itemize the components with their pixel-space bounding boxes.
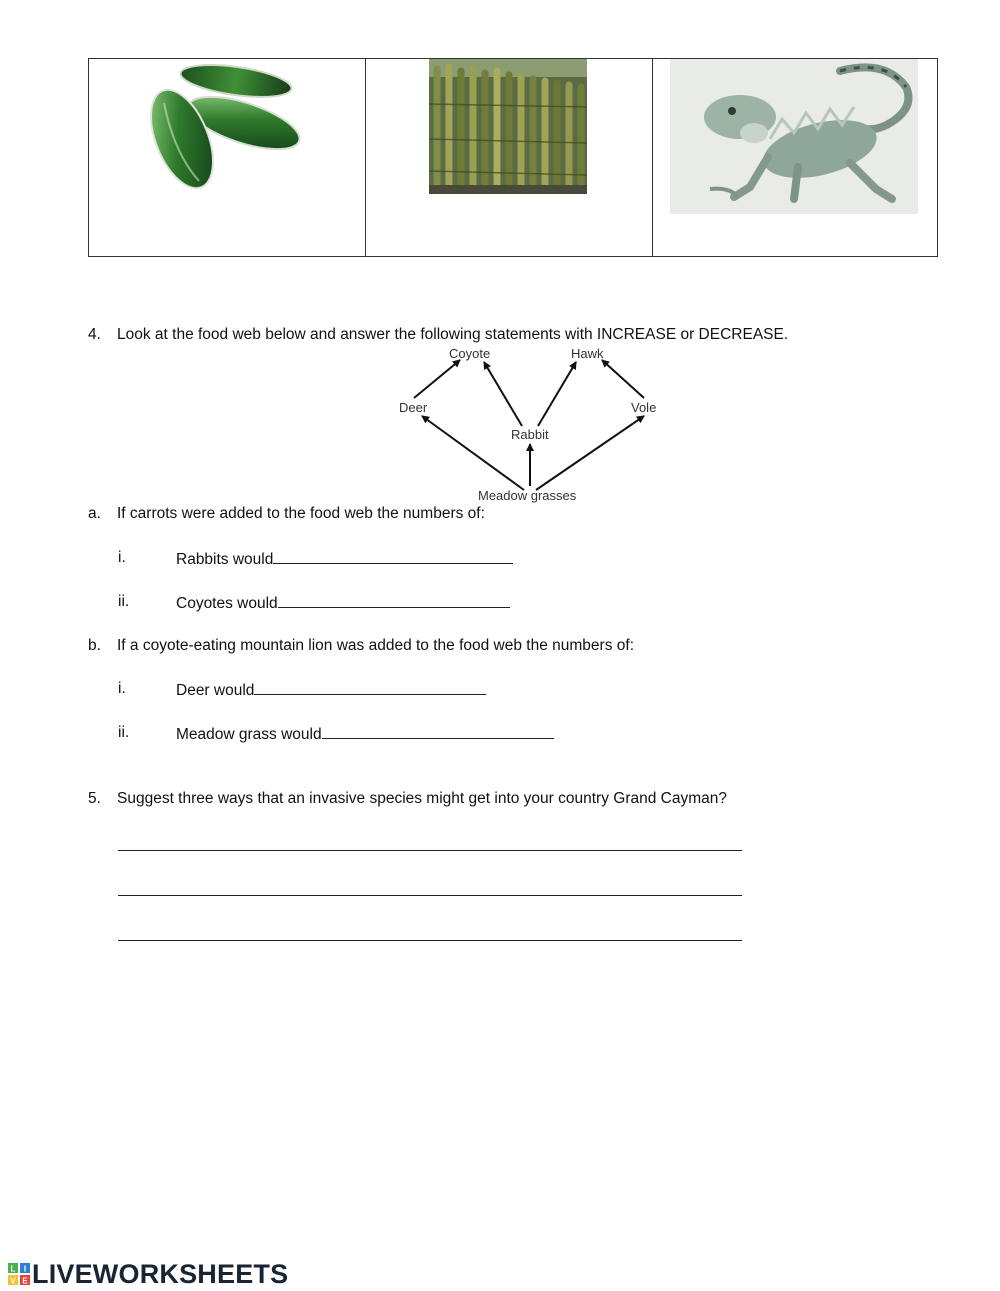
item-number: ii. <box>118 724 130 741</box>
arrow-grass-deer <box>422 416 524 490</box>
question-text: Look at the food web below and answer the following statements with INCREASE or DECREASE. <box>117 326 789 343</box>
item-text: Coyotes would <box>176 595 278 612</box>
liveworksheets-logo <box>8 1260 288 1288</box>
label-rabbit: Rabbit <box>511 427 549 442</box>
label-vole: Vole <box>631 400 657 415</box>
item-number: ii. <box>118 593 130 610</box>
item-number: i. <box>118 549 126 566</box>
image-table <box>88 58 938 257</box>
mussels-icon <box>144 63 304 193</box>
question-5 <box>88 790 727 808</box>
logo-letter-e: E <box>22 1276 28 1285</box>
logo-letter-l: L <box>10 1264 16 1274</box>
arrow-rabbit-coyote <box>484 362 522 426</box>
image-cell-mussels <box>89 59 366 256</box>
label-hawk: Hawk <box>571 346 604 361</box>
arrow-rabbit-hawk <box>538 362 576 426</box>
label-coyote: Coyote <box>449 346 491 361</box>
question-4 <box>88 326 789 344</box>
part-b <box>88 637 634 655</box>
item-text: Meadow grass would <box>176 726 322 743</box>
item-text: Deer would <box>176 682 255 699</box>
image-cell-iguana <box>652 59 937 256</box>
arrow-grass-vole <box>536 416 644 490</box>
part-b-item-1 <box>118 680 255 699</box>
question-number: 4. <box>88 326 101 343</box>
question-number: 5. <box>88 790 101 807</box>
logo-letter-i: I <box>23 1264 27 1274</box>
answer-field-meadow-grass[interactable] <box>322 724 554 739</box>
answer-field-coyotes[interactable] <box>278 593 510 608</box>
logo-letter-v: V <box>10 1276 16 1285</box>
answer-field-rabbits[interactable] <box>273 549 513 564</box>
part-a-item-2 <box>118 593 278 612</box>
part-text: If a coyote-eating mountain lion was added to the food web the numbers of: <box>117 637 634 654</box>
part-text: If carrots were added to the food web the numbers of: <box>117 505 485 522</box>
sugarcane-icon <box>429 59 587 194</box>
answer-field-deer[interactable] <box>254 680 486 695</box>
part-letter: a. <box>88 505 101 522</box>
item-number: i. <box>118 680 126 697</box>
label-meadow-grasses: Meadow grasses <box>478 488 577 503</box>
iguana-icon <box>670 59 918 214</box>
arrow-deer-coyote <box>414 360 460 398</box>
part-b-item-2 <box>118 724 322 743</box>
part-a <box>88 505 485 523</box>
part-a-item-1 <box>118 549 274 568</box>
answer-line-1[interactable] <box>118 849 742 851</box>
image-cell-sugarcane <box>365 59 653 256</box>
liveworksheets-logo-icon <box>8 1263 30 1285</box>
arrow-vole-hawk <box>602 360 644 398</box>
answer-line-3[interactable] <box>118 939 742 941</box>
label-deer: Deer <box>399 400 428 415</box>
part-letter: b. <box>88 637 101 654</box>
question-text: Suggest three ways that an invasive species might get into your country Grand Cayman? <box>117 790 727 807</box>
food-web-diagram <box>380 342 680 507</box>
logo-text: LIVEWORKSHEETS <box>32 1259 289 1289</box>
item-text: Rabbits would <box>176 551 274 568</box>
answer-line-2[interactable] <box>118 894 742 896</box>
